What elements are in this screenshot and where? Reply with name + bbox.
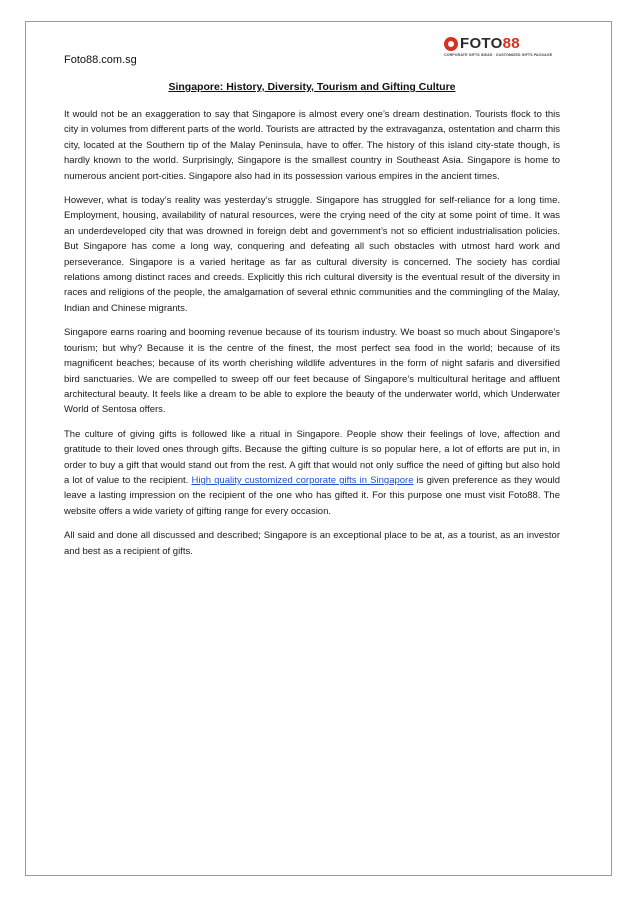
logo-tagline: CORPORATE GIFTS IDEAS · CUSTOMIZED GIFTS PACKAGE (444, 53, 553, 57)
logo-circle-icon (444, 37, 458, 51)
paragraph-gifting (64, 427, 560, 519)
logo-word-prefix: FOTO (460, 35, 503, 52)
article-body (64, 107, 560, 568)
paragraph-diversity: However, what is today’s reality was yesterday’s struggle. Singapore has struggled for self-reliance for a long time. Employment, housing, availability of natural resources, were the crying need of the city at some point of time. It was an underdeveloped city that was drowned in foreign debt and government’s not so efficient industrialisation policies. But Singapore has come a long way, conquering and defeating all such obstacles with utmost hard work and perseverance. Singapore is a varied heritage as far as cultural diversity is concerned. The society has cordial relations among distinct races and creeds. Explicitly this rich cultural diversity is the eventual result of the diversity in races and religions of the people, the amalgamation of several ethnic communities and the commingling of the Malay, Indian and Chinese migrants. (64, 195, 560, 314)
gifting-text-before: The culture of giving gifts is followed like a ritual in Singapore. People show their feelings of love, affection and gratitude to their loved ones through gifts. Because the gifting culture is so popular here, a lot of efforts are put in, in order to buy a gift that would stand out from the rest. A gift that would not only suffice the need of gifting but also hold a lot of value to the recipient. (64, 428, 560, 486)
article-title: Singapore: History, Diversity, Tourism and Gifting Culture (168, 81, 456, 93)
paragraph-conclusion: All said and done all discussed and described; Singapore is an exceptional place to be at, as a tourist, as an investor and best as a recipient of gifts. (64, 530, 560, 557)
foto88-logo (444, 35, 556, 61)
logo-wordmark (460, 35, 520, 52)
paragraph-tourism: Singapore earns roaring and booming revenue because of its tourism industry. We boast so much about Singapore’s tourism; but why? Because it is the centre of the finest, the most perfect sea food in the world; because of its magnificent beaches; because of its worth cherishing wildlife adventures in the form of night safaris and diversified bird sanctuaries. We are compelled to sweep off our feet because of Singapore’s multicultural heritage and affluent architectural beauty. It feels like a dream to be able to explore the beauty of the underwater world, which Underwater World of Sentosa offers. (64, 327, 560, 416)
logo-word-accent: 88 (502, 35, 520, 52)
corporate-gifts-link[interactable]: High quality customized corporate gifts in Singapore (191, 474, 414, 486)
header-site-name: Foto88.com.sg (64, 54, 137, 66)
paragraph-history: It would not be an exaggeration to say that Singapore is almost every one’s dream destination. Tourists flock to this city in volumes from different parts of the world. Tourists are attracted by the extravaganza, ostentation and charm this city, located at the Southern tip of the Malay Peninsula, have to offer. The history of this island city-state though, is hardly known to the world. Surprisingly, Singapore is the smallest country in Southeast Asia. Singapore is home to numerous ancient port-cities. Singapore also had in its possession various empires in the ancient times. (64, 109, 560, 182)
gifting-text-after: is given preference as they would leave a lasting impression on the recipient of the one who has gifted it. For this purpose one must visit Foto88. The website offers a wide variety of gifting range for every occasion. (64, 474, 561, 517)
